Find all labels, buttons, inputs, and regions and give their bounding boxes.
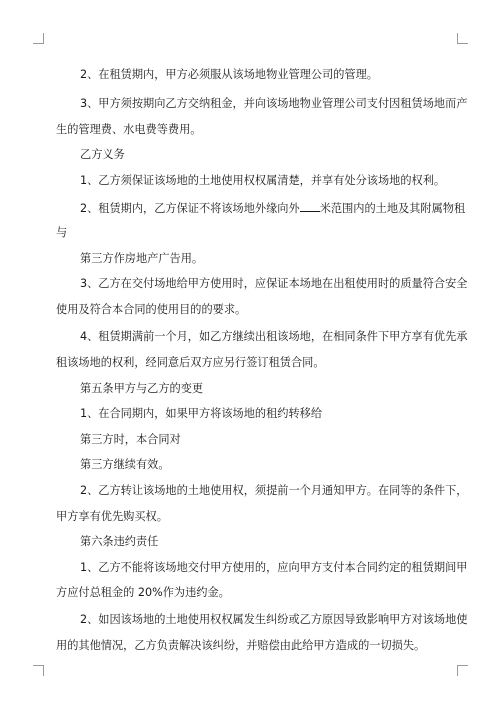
paragraph-line: 方应付总租金的 20%作为违约金。	[56, 586, 230, 599]
paragraph-line: 与	[56, 226, 68, 239]
section-heading: 第五条甲方与乙方的变更	[80, 382, 204, 395]
paragraph-line: 第三方作房地产广告用。	[80, 252, 204, 265]
paragraph-line: 2、在租赁期内，甲方必须服从该场地物业管理公司的管理。	[80, 68, 378, 81]
paragraph-line: 1、乙方须保证该场地的土地使用权权属清楚，并享有处分该场地的权利。	[80, 174, 446, 187]
paragraph-line: 使用及符合本合同的使用目的的要求。	[56, 303, 247, 316]
paragraph-line: 2、如因该场地的土地使用权权属发生纠纷或乙方原因导致影响甲方对该场地使	[80, 613, 468, 626]
paragraph-line: 2、乙方转让该场地的土地使用权，须提前一个月通知甲方。在同等的条件下，	[80, 484, 468, 497]
crop-mark-bottom-right	[457, 665, 468, 676]
paragraph-line: 4、租赁期满前一个月，如乙方继续出租该场地，在相同条件下甲方享有优先承	[80, 330, 468, 343]
crop-mark-top-right	[457, 33, 468, 44]
crop-mark-top-left	[33, 33, 44, 44]
paragraph-line: 生的管理费、水电费等费用。	[56, 123, 202, 136]
section-heading: 第六条违约责任	[80, 535, 159, 548]
paragraph-line: 第三方时，本合同对	[80, 433, 181, 446]
paragraph-line: 3、甲方须按期向乙方交纳租金，并向该场地物业管理公司支付因租赁场地而产	[80, 97, 468, 110]
fill-in-blank	[300, 202, 320, 212]
paragraph-line: 1、在合同期内，如果甲方将该场地的租约转移给	[80, 407, 323, 420]
paragraph-line: 甲方享有优先购买权。	[56, 510, 168, 523]
paragraph-line	[80, 202, 466, 216]
crop-mark-bottom-left	[33, 665, 44, 676]
paragraph-line: 用的其他情况，乙方负责解决该纠纷，并赔偿由此给甲方造成的一切损失。	[56, 639, 426, 652]
paragraph-line: 1、乙方不能将该场地交付甲方使用的，应向甲方支付本合同约定的租赁期间甲	[80, 561, 468, 574]
paragraph-line: 第三方继续有效。	[80, 458, 170, 471]
paragraph-line: 租该场地的权利，经同意后双方应另行签订租赁合同。	[56, 356, 325, 369]
paragraph-line: 3、乙方在交付场地给甲方使用时，应保证本场地在出租使用时的质量符合安全	[80, 277, 468, 290]
section-heading: 乙方义务	[80, 148, 125, 161]
paragraph-text: 米范围内的土地及其附属物租	[319, 202, 466, 215]
paragraph-text: 2、租赁期内，乙方保证不将该场地外缘向外	[80, 202, 300, 215]
